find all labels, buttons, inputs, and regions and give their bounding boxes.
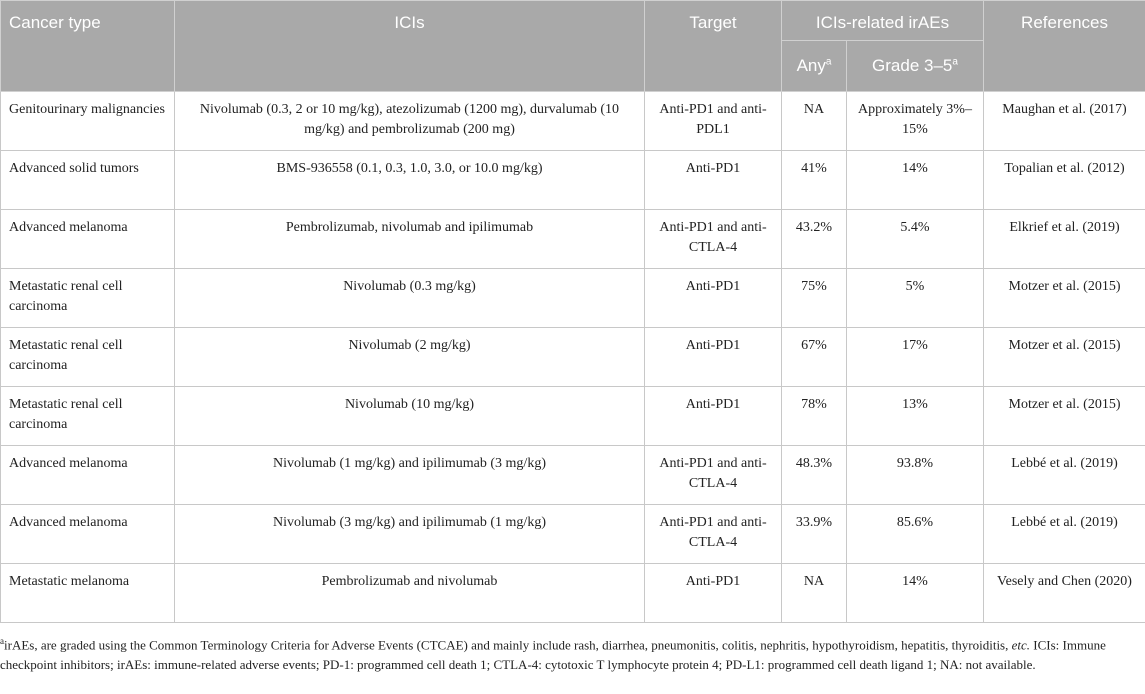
cell-icis: Nivolumab (3 mg/kg) and ipilimumab (1 mg/kg) (175, 505, 645, 564)
cell-grade: 93.8% (847, 446, 984, 505)
cell-grade: 17% (847, 328, 984, 387)
cell-icis: Nivolumab (10 mg/kg) (175, 387, 645, 446)
footnote-mark: a (0, 636, 4, 646)
cell-target: Anti-PD1 and anti-CTLA-4 (645, 505, 782, 564)
cell-cancer-type: Metastatic melanoma (1, 564, 175, 623)
cell-reference: Elkrief et al. (2019) (984, 210, 1145, 269)
footnote-text-part2: ICIs: Immune checkpoint inhibitors; irAEs: immune-related adverse events; PD-1: programmed cell death 1; CTLA-4: cytotoxic T lymphocyte protein 4; PD-L1: programmed cell death ligand 1; NA: not available. (0, 637, 1106, 673)
header-target: Target (645, 1, 782, 92)
cell-grade: 14% (847, 151, 984, 210)
cell-target: Anti-PD1 and anti-CTLA-4 (645, 210, 782, 269)
table-header (1, 1, 1145, 92)
cell-icis: Nivolumab (0.3 mg/kg) (175, 269, 645, 328)
header-any-footnote-mark: a (825, 56, 832, 68)
cell-target: Anti-PD1 (645, 328, 782, 387)
table-row (1, 210, 1145, 269)
cell-reference: Lebbé et al. (2019) (984, 505, 1145, 564)
cell-grade: 85.6% (847, 505, 984, 564)
table-row (1, 269, 1145, 328)
cell-any: NA (782, 564, 847, 623)
cell-any: 43.2% (782, 210, 847, 269)
cell-icis: Nivolumab (0.3, 2 or 10 mg/kg), atezolizumab (1200 mg), durvalumab (10 mg/kg) and pembrolizumab (200 mg) (175, 92, 645, 151)
header-references: References (984, 1, 1145, 92)
cell-any: 67% (782, 328, 847, 387)
header-any (782, 41, 847, 92)
cell-icis: Nivolumab (2 mg/kg) (175, 328, 645, 387)
header-grade-label: Grade 3–5 (872, 56, 953, 75)
cell-any: 33.9% (782, 505, 847, 564)
cell-grade: 5.4% (847, 210, 984, 269)
cell-target: Anti-PD1 (645, 387, 782, 446)
cell-reference: Motzer et al. (2015) (984, 387, 1145, 446)
footnote-etc: etc. (1011, 637, 1031, 653)
cell-target: Anti-PD1 and anti-PDL1 (645, 92, 782, 151)
table-row (1, 151, 1145, 210)
cell-target: Anti-PD1 (645, 151, 782, 210)
footnote-text-part1: irAEs, are graded using the Common Terminology Criteria for Adverse Events (CTCAE) and mainly include rash, diarrhea, pneumonitis, colitis, nephritis, hypothyroidism, hepatitis, thyroiditis, (4, 637, 1009, 653)
cell-reference: Motzer et al. (2015) (984, 328, 1145, 387)
cell-any: 41% (782, 151, 847, 210)
table-body (1, 92, 1145, 623)
header-any-label: Any (796, 56, 826, 75)
cell-icis: BMS-936558 (0.1, 0.3, 1.0, 3.0, or 10.0 mg/kg) (175, 151, 645, 210)
table-row (1, 446, 1145, 505)
table-footnote (0, 631, 1140, 675)
cell-reference: Motzer et al. (2015) (984, 269, 1145, 328)
cell-icis: Nivolumab (1 mg/kg) and ipilimumab (3 mg/kg) (175, 446, 645, 505)
cell-any: 75% (782, 269, 847, 328)
cell-grade: 5% (847, 269, 984, 328)
cell-cancer-type: Metastatic renal cell carcinoma (1, 328, 175, 387)
header-cancer-type: Cancer type (1, 1, 175, 92)
cell-grade: Approximately 3%–15% (847, 92, 984, 151)
header-grade (847, 41, 984, 92)
cell-cancer-type: Metastatic renal cell carcinoma (1, 387, 175, 446)
table-row (1, 92, 1145, 151)
cell-reference: Lebbé et al. (2019) (984, 446, 1145, 505)
cell-target: Anti-PD1 and anti-CTLA-4 (645, 446, 782, 505)
cell-any: 48.3% (782, 446, 847, 505)
cell-reference: Vesely and Chen (2020) (984, 564, 1145, 623)
cell-grade: 14% (847, 564, 984, 623)
header-irae-group: ICIs-related irAEs (782, 1, 984, 41)
cell-grade: 13% (847, 387, 984, 446)
table-row (1, 387, 1145, 446)
cell-any: 78% (782, 387, 847, 446)
cell-icis: Pembrolizumab, nivolumab and ipilimumab (175, 210, 645, 269)
cell-cancer-type: Advanced melanoma (1, 210, 175, 269)
table-row (1, 328, 1145, 387)
cell-cancer-type: Metastatic renal cell carcinoma (1, 269, 175, 328)
cell-any: NA (782, 92, 847, 151)
cell-cancer-type: Advanced melanoma (1, 446, 175, 505)
cell-target: Anti-PD1 (645, 269, 782, 328)
cell-icis: Pembrolizumab and nivolumab (175, 564, 645, 623)
cell-cancer-type: Advanced solid tumors (1, 151, 175, 210)
cell-target: Anti-PD1 (645, 564, 782, 623)
cell-cancer-type: Advanced melanoma (1, 505, 175, 564)
cell-cancer-type: Genitourinary malignancies (1, 92, 175, 151)
header-icis: ICIs (175, 1, 645, 92)
cell-reference: Topalian et al. (2012) (984, 151, 1145, 210)
table-row (1, 505, 1145, 564)
header-grade-footnote-mark: a (952, 56, 958, 68)
table-row (1, 564, 1145, 623)
cell-reference: Maughan et al. (2017) (984, 92, 1145, 151)
